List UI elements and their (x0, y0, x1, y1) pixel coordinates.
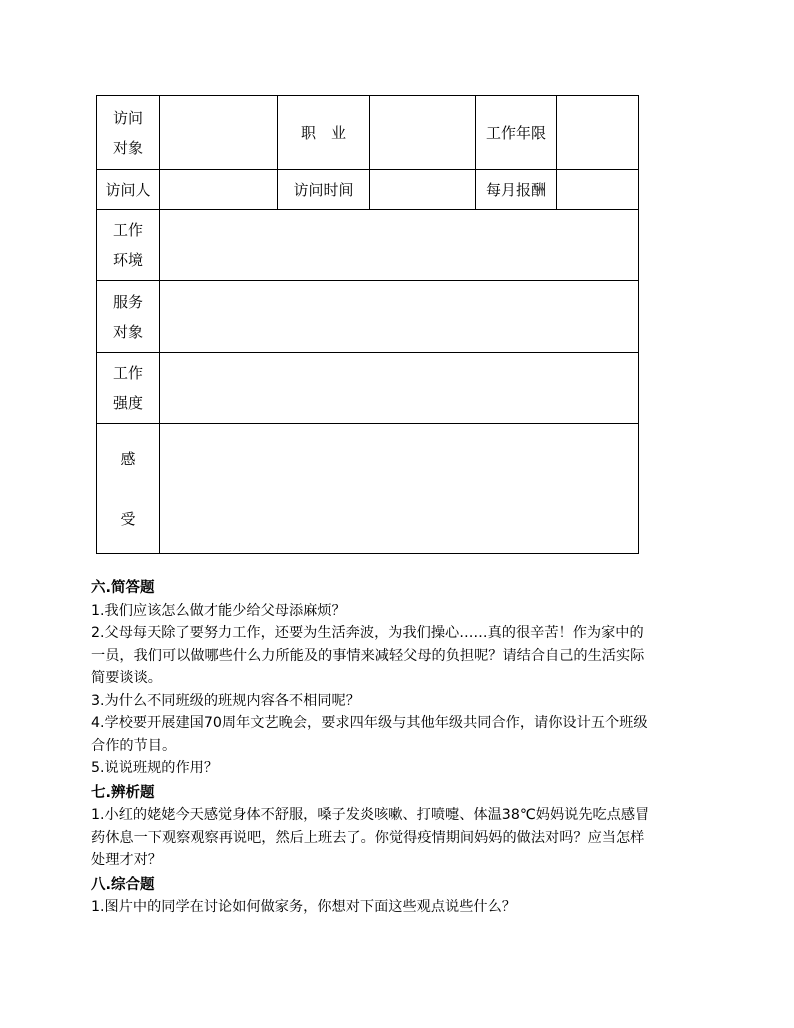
field-service-target[interactable] (160, 281, 639, 353)
question-text: 4.学校要开展建国70周年文艺晚会，要求四年级与其他年级共同合作，请你设计五个班级 (91, 715, 648, 731)
question-text: 简要谈谈。 (91, 670, 162, 686)
label-monthly-pay: 每月报酬 (476, 170, 557, 210)
field-work-environment[interactable] (160, 210, 639, 281)
field-visit-target[interactable] (160, 96, 278, 170)
question-text: 3.为什么不同班级的班规内容各不相同呢？ (91, 692, 360, 709)
label-occupation: 职 业 (278, 96, 370, 170)
table-row (97, 281, 639, 353)
label-work-years: 工作年限 (476, 96, 557, 170)
field-visitor[interactable] (160, 170, 278, 210)
field-occupation[interactable] (370, 96, 476, 170)
table-row (97, 96, 639, 170)
section-heading-comprehensive: 八.综合题 (91, 876, 155, 893)
question-text: 1.小红的姥姥今天感觉身体不舒服，嗓子发炎咳嗽、打喷嚏、体温38℃妈妈说先吃点感冒 (91, 807, 650, 823)
label-visit-target: 访问 对象 (97, 96, 160, 170)
question-text: 5.说说班规的作用？ (91, 760, 219, 776)
table-row (97, 424, 639, 554)
field-feelings[interactable] (160, 424, 639, 554)
table-row (97, 353, 639, 424)
question-text: 一员，我们可以做哪些什么力所能及的事情来减轻父母的负担呢？请结合自己的生活实际 (91, 647, 645, 664)
label-service-target: 服务 对象 (97, 281, 160, 353)
question-sections (91, 577, 711, 919)
field-visit-time[interactable] (370, 170, 476, 210)
table-row (97, 210, 639, 281)
label-visitor: 访问人 (97, 170, 160, 210)
field-monthly-pay[interactable] (557, 170, 639, 210)
label-feelings: 感 受 (97, 424, 160, 554)
label-visit-time: 访问时间 (278, 170, 370, 210)
question-text: 2.父母每天除了要努力工作，还要为生活奔波，为我们操心……真的很辛苦！作为家中的 (91, 625, 644, 641)
field-work-years[interactable] (557, 96, 639, 170)
interview-table (96, 95, 639, 554)
section-heading-analysis: 七.辨析题 (91, 784, 155, 801)
question-text: 药休息一下观察观察再说吧，然后上班去了。你觉得疫情期间妈妈的做法对吗？应当怎样 (91, 829, 645, 846)
label-work-intensity: 工作 强度 (97, 353, 160, 424)
question-text: 1.图片中的同学在讨论如何做家务，你想对下面这些观点说些什么？ (91, 899, 516, 915)
table-row (97, 170, 639, 210)
question-text: 1.我们应该怎么做才能少给父母添麻烦？ (91, 602, 346, 619)
question-text: 处理才对？ (91, 852, 162, 868)
question-text: 合作的节目。 (91, 737, 177, 754)
section-heading-short-answer: 六.简答题 (91, 580, 155, 596)
label-work-environment: 工作 环境 (97, 210, 160, 281)
field-work-intensity[interactable] (160, 353, 639, 424)
